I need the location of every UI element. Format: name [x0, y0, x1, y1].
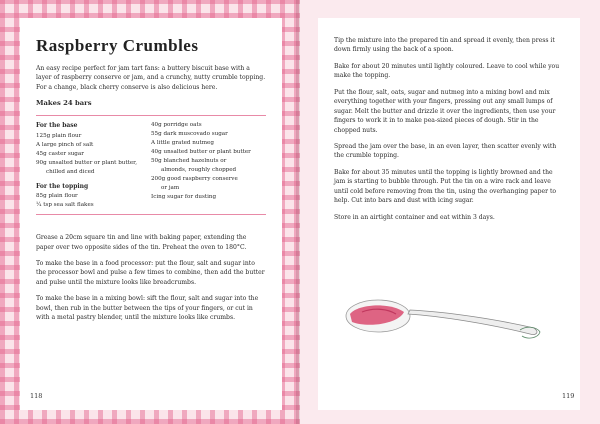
method-step: To make the base in a mixing bowl: sift the flour, salt and sugar into the bowl, then rub in the butter between the tips of your fingers, or cut in with a metal pastry blender, until the mixture looks like crumbs.	[36, 295, 259, 322]
page-number-right: 119	[562, 392, 575, 400]
ingredient-item: almonds, roughly chopped	[161, 167, 237, 173]
topping-heading: For the topping	[36, 182, 89, 190]
method-step: To make the base in a food processor: put the flour, salt and sugar into the processor bowl and pulse a few times to combine, then add the butter and pulse until the mixture looks like breadcrumbs.	[36, 259, 265, 286]
ingredient-item: chilled and diced	[46, 168, 95, 175]
recipe-yield: Makes 24 bars	[36, 99, 92, 108]
method-step: Store in an airtight container and eat within 3 days.	[334, 213, 495, 221]
ingredient-item: A large pinch of salt	[36, 141, 94, 148]
ingredient-item: 85g plain flour	[36, 193, 78, 200]
ingredients-box	[36, 115, 266, 215]
recipe-title: Raspberry Crumbles	[36, 36, 199, 55]
ingredient-item: 50g blanched hazelnuts or	[151, 158, 227, 165]
right-page	[300, 0, 600, 424]
ingredient-item: ¼ tsp sea salt flakes	[36, 202, 94, 209]
ingredient-item: 45g caster sugar	[36, 150, 84, 157]
method-step: Bake for about 35 minutes until the topping is lightly browned and the jam is starting to bubble through. Put the tin on a wire rack and leave until cold before removing from the tin, using the overhanging paper to help. Cut into bars and dust with icing sugar.	[334, 168, 557, 205]
spoon-handle	[408, 310, 537, 335]
ingredient-item: 40g unsalted butter or plant butter	[151, 149, 251, 156]
ingredient-item: or jam	[161, 184, 180, 191]
ingredient-item: 55g dark muscovado sugar	[151, 131, 228, 138]
method-step: Put the flour, salt, oats, sugar and nutmeg into a mixing bowl and mix everything together with your fingers, pressing out any small lumps of sugar. Melt the butter and drizzle it over the ingredients, then use your fingers to work it in to make pea-sized pieces of dough. Stir in the chopped nuts.	[334, 88, 556, 134]
ingredients-column-2	[151, 121, 266, 210]
method-step: Spread the jam over the base, in an even layer, then scatter evenly with the crumble topping.	[334, 142, 557, 160]
ingredient-item: 90g unsalted butter or plant butter,	[36, 159, 138, 166]
ingredient-item: 200g good raspberry conserve	[151, 175, 238, 182]
ingredient-item: 40g porridge oats	[151, 122, 202, 129]
recipe-intro: An easy recipe perfect for jam tart fans: a buttery biscuit base with a layer of raspberry conserve or jam, and a crunchy, nutty crumble topping. For a change, black cherry conserve is also delicious here.	[36, 65, 266, 91]
right-method-card	[318, 18, 580, 410]
method-step: Grease a 20cm square tin and line with baking paper, extending the paper over two opposite sides of the tin. Preheat the oven to 180°C.	[36, 234, 247, 251]
ingredient-item: A little grated nutmeg	[151, 140, 214, 147]
base-heading: For the base	[36, 122, 78, 130]
ingredients-column-1	[36, 121, 151, 210]
spoon-with-jam-illustration	[340, 290, 550, 350]
left-recipe-card	[20, 18, 282, 410]
method-step: Tip the mixture into the prepared tin and spread it evenly, then press it down firmly using the back of a spoon.	[334, 37, 555, 54]
ingredient-item: Icing sugar for dusting	[151, 193, 217, 200]
method-step: Bake for about 20 minutes until lightly coloured. Leave to cool while you make the topping.	[334, 62, 560, 80]
page-number-left: 118	[30, 392, 43, 400]
ingredient-item: 125g plain flour	[36, 132, 82, 139]
